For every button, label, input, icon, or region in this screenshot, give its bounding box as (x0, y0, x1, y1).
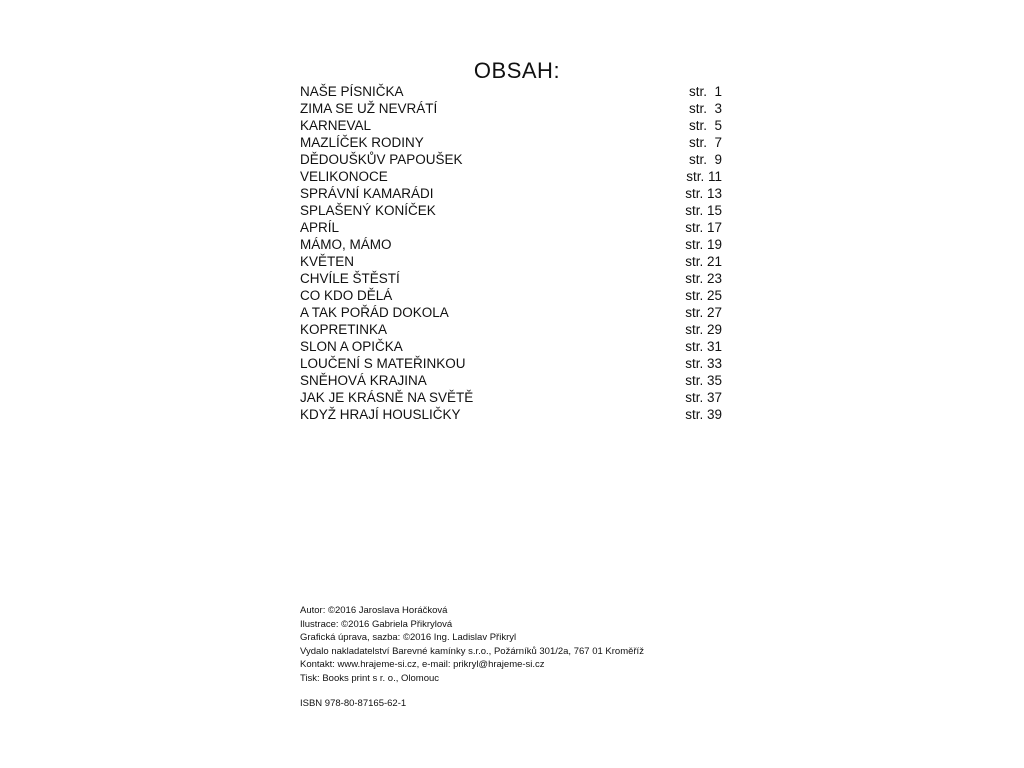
toc-entry (300, 321, 722, 338)
toc-entry-title: LOUČENÍ S MATEŘINKOU (300, 356, 466, 371)
toc-entry-title: SLON A OPIČKA (300, 339, 403, 354)
toc-entry-title: SNĚHOVÁ KRAJINA (300, 373, 427, 388)
toc-entry (300, 304, 722, 321)
toc-entry-page: str. 35 (685, 373, 722, 388)
toc-entry-title: KARNEVAL (300, 118, 372, 133)
toc-entry-page: str. 5 (688, 118, 722, 133)
toc-entry (300, 253, 722, 270)
toc-entry-title: KDYŽ HRAJÍ HOUSLIČKY (300, 407, 461, 422)
toc-entry (300, 100, 722, 117)
toc-entry (300, 372, 722, 389)
colophon (300, 604, 720, 685)
toc-entry-title: DĚDOUŠKŮV PAPOUŠEK (300, 152, 463, 167)
toc-entry-page: str. 3 (688, 101, 722, 116)
toc-title: OBSAH: (473, 58, 561, 83)
toc-entry-page: str. 17 (685, 220, 722, 235)
toc-entry-page: str. 23 (685, 271, 722, 286)
toc-entry-page: str. 15 (685, 203, 722, 218)
toc-entry-title: APRÍL (300, 220, 340, 235)
toc-entry (300, 236, 722, 253)
toc-entry-title: ZIMA SE UŽ NEVRÁTÍ (300, 101, 438, 116)
toc-entry-page: str. 1 (688, 84, 722, 99)
colophon-print: Tisk: Books print s r. o., Olomouc (300, 672, 440, 684)
toc-entry-page: str. 31 (685, 339, 722, 354)
toc-entry-page: str. 13 (685, 186, 722, 201)
toc-entry (300, 134, 722, 151)
toc-entry-title: CO KDO DĚLÁ (300, 288, 393, 303)
colophon-publisher: Vydalo nakladatelství Barevné kamínky s.r.o., Požárníků 301/2a, 767 01 Kroměříž (300, 645, 644, 657)
toc-entry (300, 338, 722, 355)
toc-entry-title: NAŠE PÍSNIČKA (300, 84, 404, 99)
toc-entry-title: VELIKONOCE (300, 169, 388, 184)
toc-entry-page: str. 27 (685, 305, 722, 320)
toc-entry-title: KOPRETINKA (300, 322, 388, 337)
toc-entry (300, 168, 722, 185)
colophon-design: Grafická úprava, sazba: ©2016 Ing. Ladislav Přikryl (300, 632, 517, 643)
toc-entry (300, 117, 722, 134)
colophon-illustrations: Ilustrace: ©2016 Gabriela Přikrylová (300, 618, 453, 630)
toc-entry-title: MÁMO, MÁMO (300, 237, 392, 252)
toc-entry-page: str. 9 (688, 152, 722, 167)
toc-entry-page: str. 39 (685, 407, 722, 422)
toc-entry (300, 185, 722, 202)
toc-entry-page: str. 21 (685, 254, 722, 269)
toc-entry (300, 151, 722, 168)
toc-entry-title: SPLAŠENÝ KONÍČEK (300, 203, 436, 218)
toc-entry-page: str. 7 (688, 135, 722, 150)
toc-entry-title: A TAK POŘÁD DOKOLA (300, 305, 449, 320)
toc-entry-page: str. 37 (685, 390, 722, 405)
colophon-author: Autor: ©2016 Jaroslava Horáčková (300, 605, 448, 616)
toc-entry-title: KVĚTEN (300, 254, 355, 269)
toc-entry (300, 287, 722, 304)
toc-entry (300, 83, 722, 100)
toc-entry-page: str. 19 (685, 237, 722, 252)
toc-entry-page: str. 33 (685, 356, 722, 371)
toc-entry (300, 270, 722, 287)
toc-entry (300, 202, 722, 219)
toc-entry-title: SPRÁVNÍ KAMARÁDI (300, 186, 434, 201)
toc-entry (300, 389, 722, 406)
colophon-contact: Kontakt: www.hrajeme-si.cz, e-mail: prikryl@hrajeme-si.cz (300, 659, 545, 670)
toc-entry (300, 219, 722, 236)
toc-entry-title: JAK JE KRÁSNĚ NA SVĚTĚ (300, 390, 474, 405)
toc-entry (300, 406, 722, 423)
toc-entry (300, 355, 722, 372)
isbn: ISBN 978-80-87165-62-1 (300, 698, 407, 709)
toc-entry-title: CHVÍLE ŠTĚSTÍ (300, 271, 400, 286)
toc-list (300, 83, 722, 423)
toc-entry-page: str. 11 (686, 169, 722, 184)
toc-entry-page: str. 29 (685, 322, 722, 337)
toc-entry-title: MAZLÍČEK RODINY (300, 135, 424, 150)
toc-entry-page: str. 25 (685, 288, 722, 303)
